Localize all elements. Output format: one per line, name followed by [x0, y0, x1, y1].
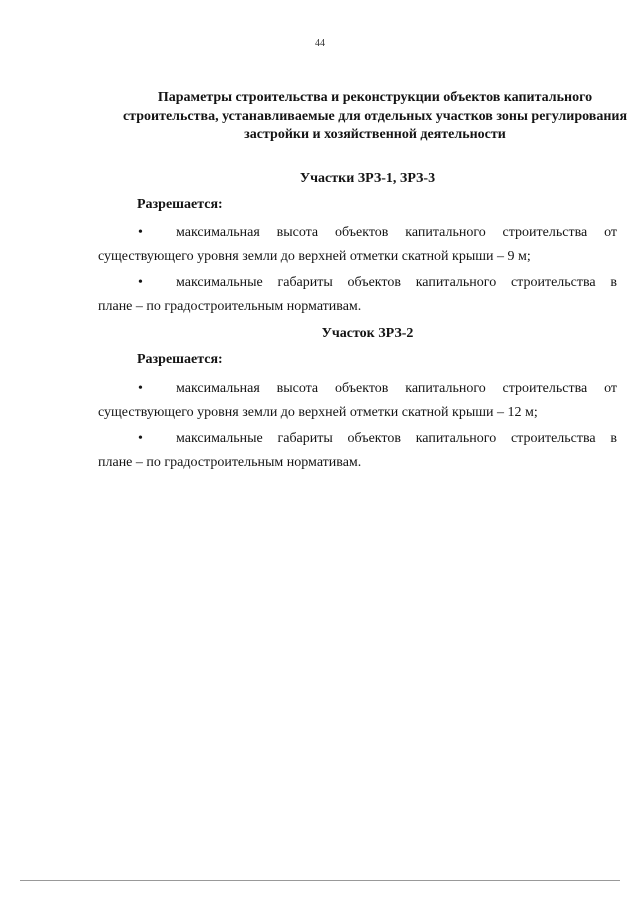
- bullet-marker: •: [138, 381, 143, 396]
- page-bottom-rule: [20, 880, 620, 881]
- list-item: [98, 271, 617, 319]
- bullet-marker: •: [138, 431, 143, 446]
- bullet-text-continuation: плане – по градостроительным нормативам.: [98, 455, 362, 470]
- bullet-text-first-line: максимальная высота объектов капитального строительства от: [176, 225, 617, 240]
- page-number: 44: [315, 38, 325, 49]
- section-heading-zrz-2: Участок ЗРЗ-2: [321, 326, 414, 341]
- bullet-text-continuation: существующего уровня земли до верхней отметки скатной крыши – 12 м;: [98, 405, 538, 420]
- allowed-label: Разрешается:: [137, 352, 223, 367]
- bullet-marker: •: [138, 275, 143, 290]
- list-item: [98, 221, 617, 269]
- bullet-marker: •: [138, 225, 143, 240]
- allowed-label: Разрешается:: [137, 197, 223, 212]
- list-item: [98, 377, 617, 425]
- bullet-text-continuation: существующего уровня земли до верхней отметки скатной крыши – 9 м;: [98, 249, 531, 264]
- bullet-text-continuation: плане – по градостроительным нормативам.: [98, 299, 362, 314]
- bullet-text-first-line: максимальная высота объектов капитального строительства от: [176, 381, 617, 396]
- document-title: Параметры строительства и реконструкции объектов капитального строительства, устанавливаемые для отдельных участков зоны регулирования застройки и хозяйственной деятельности: [122, 90, 628, 142]
- bullet-text-first-line: максимальные габариты объектов капитального строительства в: [176, 275, 617, 290]
- bullet-text-first-line: максимальные габариты объектов капитального строительства в: [176, 431, 617, 446]
- section-heading-zrz-1-3: Участки ЗРЗ-1, ЗРЗ-3: [299, 171, 436, 186]
- list-item: [98, 427, 617, 475]
